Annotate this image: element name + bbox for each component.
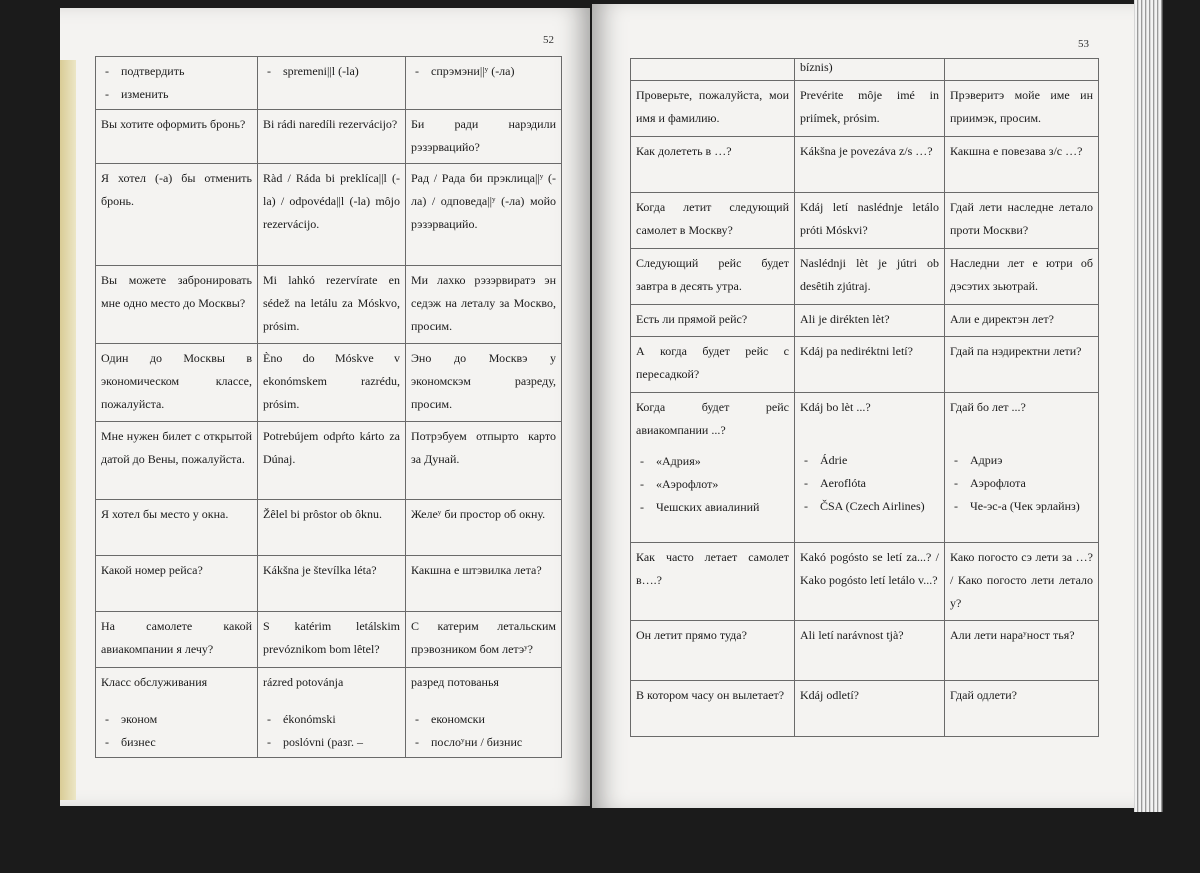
cell-heading: rázred potovánja — [263, 675, 344, 689]
table-row — [631, 621, 1099, 681]
slovene-cell: Žêlel bi prôstor ob ôknu. — [258, 500, 406, 556]
table-row — [96, 556, 562, 612]
slovene-cell — [258, 668, 406, 758]
slovene-cell: Èno do Móskve v ekonómskem razrédu, prósim. — [258, 344, 406, 422]
transcription-cell: Ми лахко рэзэрвиратэ эн седэж на леталу за Москво, просим. — [406, 266, 562, 344]
russian-cell: Как долететь в …? — [631, 137, 795, 193]
phrase-table-right — [630, 58, 1099, 737]
russian-cell — [631, 393, 795, 543]
slovene-cell: bíznis) — [795, 59, 945, 81]
slovene-cell: S katérim letálskim prevóznikom bom lêtel? — [258, 612, 406, 668]
list-item: - spremeni||l (-la) — [263, 60, 400, 83]
list-item: - ékonómski — [263, 708, 400, 731]
slovene-cell: Naslédnji lèt je jútri ob desêtih zjútraj. — [795, 249, 945, 305]
page-number-left: 52 — [543, 34, 554, 46]
transcription-cell — [945, 393, 1099, 543]
transcription-cell — [406, 57, 562, 110]
slovene-cell: Mi lahkó rezervírate en sédež na letálu za Móskvo, prósim. — [258, 266, 406, 344]
transcription-cell: Какшна е повезава з/с …? — [945, 137, 1099, 193]
russian-cell: Мне нужен билет с открытой датой до Вены, пожалуйста. — [96, 422, 258, 500]
slovene-cell: Bi rádi naredíli rezervácijo? — [258, 110, 406, 164]
slovene-cell: Prevérite môje imé in priímek, prósim. — [795, 81, 945, 137]
table-row — [631, 137, 1099, 193]
table-row — [96, 164, 562, 266]
transcription-cell: Какшна е штэвилка лета? — [406, 556, 562, 612]
transcription-cell: Потрэбуем отпырто карто за Дунай. — [406, 422, 562, 500]
transcription-cell: Гдай лети наследне летало проти Москви? — [945, 193, 1099, 249]
list-item: - эконом — [101, 708, 252, 731]
slovene-cell — [795, 393, 945, 543]
cell-heading: Гдай бо лет ...? — [950, 400, 1026, 414]
table-row — [96, 668, 562, 758]
russian-cell: Я хотел бы место у окна. — [96, 500, 258, 556]
list-item: - спрэмэни||ʸ (-ла) — [411, 60, 556, 83]
transcription-cell: Како погосто сэ лети за …? / Како погосто лети летало у? — [945, 543, 1099, 621]
list-item: - подтвердить — [101, 60, 252, 83]
russian-cell: А когда будет рейс с пересадкой? — [631, 337, 795, 393]
list-item: - економски — [411, 708, 556, 731]
slovene-cell: Kdáj letí naslédnje letálo próti Móskvi? — [795, 193, 945, 249]
list-item: - изменить — [101, 83, 252, 106]
russian-cell: Вы хотите оформить бронь? — [96, 110, 258, 164]
table-row — [631, 393, 1099, 543]
cell-heading: Когда будет рейс авиакомпании ...? — [636, 400, 789, 437]
russian-cell: Проверьте, пожалуйста, мои имя и фамилию. — [631, 81, 795, 137]
list-item: - Aeroflóta — [800, 472, 939, 495]
table-row — [631, 81, 1099, 137]
table-row — [631, 193, 1099, 249]
table-row — [96, 266, 562, 344]
slovene-cell: Kákšna je števílka léta? — [258, 556, 406, 612]
table-row — [96, 57, 562, 110]
list-item: - послоʸни / бизнис — [411, 731, 556, 754]
cell-heading: разред потованья — [411, 675, 499, 689]
transcription-cell: С катерим летальским прэвозником бом летэʸ? — [406, 612, 562, 668]
russian-cell: Как часто летает самолет в….? — [631, 543, 795, 621]
phrase-table-left — [95, 56, 562, 758]
list-item: - Аэрофлота — [950, 472, 1093, 495]
russian-cell: Он летит прямо туда? — [631, 621, 795, 681]
transcription-cell — [406, 668, 562, 758]
list-item: - «Адрия» — [636, 450, 789, 473]
table-row — [96, 500, 562, 556]
transcription-cell: Прэверитэ мойе име ин приимэк, просим. — [945, 81, 1099, 137]
transcription-cell: Наследни лет е ютри об дэсэтих зьютрай. — [945, 249, 1099, 305]
russian-cell: Один до Москвы в экономическом классе, пожалуйста. — [96, 344, 258, 422]
russian-cell — [631, 59, 795, 81]
table-row — [96, 422, 562, 500]
slovene-cell: Kakó pogósto se letí za...? / Kako pogósto letí letálo v...? — [795, 543, 945, 621]
transcription-cell: Эно до Москвэ у экономскэм разреду, просим. — [406, 344, 562, 422]
transcription-cell: Гдай одлети? — [945, 681, 1099, 737]
russian-cell: Когда летит следующий самолет в Москву? — [631, 193, 795, 249]
cell-heading: Класс обслуживания — [101, 675, 208, 689]
slovene-cell: Ali je dirékten lèt? — [795, 305, 945, 337]
russian-cell: Есть ли прямой рейс? — [631, 305, 795, 337]
transcription-cell: Желеʸ би простор об окну. — [406, 500, 562, 556]
page-number-right: 53 — [1078, 38, 1089, 50]
russian-cell: В котором часу он вылетает? — [631, 681, 795, 737]
list-item: - «Аэрофлот» — [636, 473, 789, 496]
russian-cell: Какой номер рейса? — [96, 556, 258, 612]
russian-cell — [96, 57, 258, 110]
table-row — [631, 681, 1099, 737]
slovene-cell: Potrebújem odpŕto kárto za Dúnaj. — [258, 422, 406, 500]
table-row — [631, 337, 1099, 393]
page-stack-edge — [1134, 0, 1163, 812]
russian-cell: Следующий рейс будет завтра в десять утра. — [631, 249, 795, 305]
transcription-cell: Рад / Рада би прэклица||ʸ (-ла) / одповеда||ʸ (-ла) мойо рэзэрвацийо. — [406, 164, 562, 266]
table-row — [96, 612, 562, 668]
slovene-cell: Ràd / Ráda bi preklíca||l (-la) / odpovéda||l (-la) môjo rezervácijo. — [258, 164, 406, 266]
slovene-cell: Kákšna je povezáva z/s …? — [795, 137, 945, 193]
table-row — [631, 59, 1099, 81]
slovene-cell: Kdáj pa nediréktni letí? — [795, 337, 945, 393]
slovene-cell — [258, 57, 406, 110]
table-row — [631, 543, 1099, 621]
transcription-cell: Гдай па нэдиректни лети? — [945, 337, 1099, 393]
slovene-cell: Ali letí narávnost tjà? — [795, 621, 945, 681]
russian-cell: Я хотел (-а) бы отменить бронь. — [96, 164, 258, 266]
russian-cell: Вы можете забронировать мне одно место до Москвы? — [96, 266, 258, 344]
table-row — [631, 305, 1099, 337]
table-row — [96, 110, 562, 164]
list-item: - Адриэ — [950, 449, 1093, 472]
cell-heading: Kdáj bo lèt ...? — [800, 400, 871, 414]
table-row — [631, 249, 1099, 305]
list-item: - Ádrie — [800, 449, 939, 472]
list-item: - бизнес — [101, 731, 252, 754]
list-item: - Чешских авиалиний — [636, 496, 789, 519]
transcription-cell: Али е директэн лет? — [945, 305, 1099, 337]
transcription-cell — [945, 59, 1099, 81]
list-item: - poslóvni (разг. – — [263, 731, 400, 754]
list-item: - Че-эс-а (Чек эрлайнз) — [950, 495, 1093, 518]
transcription-cell: Би ради нарэдили рэзэрвацийо? — [406, 110, 562, 164]
table-row — [96, 344, 562, 422]
transcription-cell: Али лети нараʸност тья? — [945, 621, 1099, 681]
russian-cell: На самолете какой авиакомпании я лечу? — [96, 612, 258, 668]
slovene-cell: Kdáj odletí? — [795, 681, 945, 737]
page-edge-shadow — [60, 60, 76, 800]
list-item: - ČSA (Czech Airlines) — [800, 495, 939, 518]
russian-cell — [96, 668, 258, 758]
